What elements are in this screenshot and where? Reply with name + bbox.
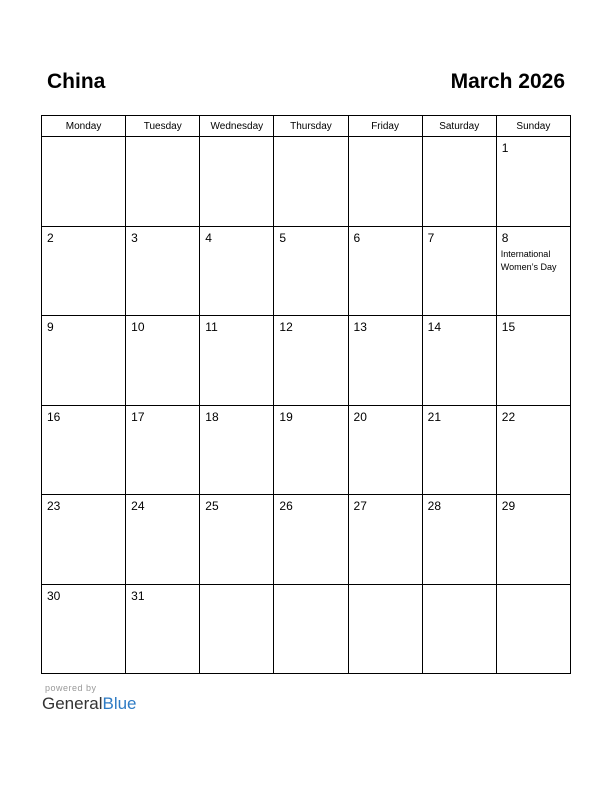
day-number: 2 — [47, 230, 54, 245]
day-cell — [496, 226, 570, 316]
empty-day-cell — [348, 584, 422, 674]
day-number: 19 — [279, 409, 293, 424]
day-cell — [274, 316, 348, 406]
day-number: 9 — [47, 320, 54, 334]
country-title: China — [47, 70, 106, 93]
day-number: 25 — [205, 499, 219, 513]
day-number: 1 — [501, 141, 509, 155]
day-cell — [274, 405, 348, 495]
day-number: 30 — [47, 588, 61, 603]
day-number: 3 — [131, 230, 138, 245]
calendar-week-row — [42, 226, 571, 316]
weekday-header: Saturday — [422, 116, 496, 137]
day-cell — [126, 495, 200, 585]
day-cell — [496, 137, 570, 227]
day-cell — [126, 584, 200, 674]
day-number: 20 — [353, 409, 367, 424]
day-cell — [496, 316, 570, 406]
day-cell — [42, 584, 126, 674]
day-number: 27 — [353, 499, 367, 513]
day-cell — [126, 405, 200, 495]
day-cell — [126, 316, 200, 406]
day-cell — [42, 226, 126, 316]
day-number: 7 — [427, 230, 435, 245]
calendar-week-row — [42, 137, 571, 227]
calendar-week-row — [42, 495, 571, 585]
day-number: 5 — [279, 230, 287, 245]
weekday-header: Sunday — [496, 116, 570, 137]
day-cell — [42, 405, 126, 495]
calendar-week-row — [42, 316, 571, 406]
day-cell — [126, 226, 200, 316]
weekday-header: Wednesday — [200, 116, 274, 137]
holiday-label: International Women’s Day — [500, 248, 557, 272]
day-cell — [200, 495, 274, 585]
empty-day-cell — [274, 584, 348, 674]
empty-day-cell — [274, 137, 348, 227]
day-number: 23 — [47, 499, 61, 513]
brand-logo[interactable] — [42, 694, 137, 714]
weekday-header: Tuesday — [126, 116, 200, 137]
day-number: 13 — [353, 320, 367, 334]
day-cell — [42, 495, 126, 585]
day-number: 16 — [47, 409, 61, 424]
weekday-header-row — [42, 116, 571, 137]
brand-blue: Blue — [102, 694, 137, 713]
calendar-body — [42, 137, 571, 674]
day-cell — [200, 405, 274, 495]
day-cell — [496, 405, 570, 495]
empty-day-cell — [496, 584, 570, 674]
calendar-week-row — [42, 405, 571, 495]
day-number: 29 — [501, 499, 516, 513]
empty-day-cell — [422, 137, 496, 227]
day-cell — [348, 316, 422, 406]
empty-day-cell — [126, 137, 200, 227]
day-number: 17 — [131, 409, 145, 424]
empty-day-cell — [348, 137, 422, 227]
day-cell — [422, 405, 496, 495]
calendar-week-row — [42, 584, 571, 674]
day-number: 6 — [353, 230, 361, 245]
brand-general: General — [42, 694, 103, 713]
empty-day-cell — [42, 137, 126, 227]
empty-day-cell — [422, 584, 496, 674]
day-number: 22 — [501, 409, 516, 424]
day-cell — [422, 495, 496, 585]
day-cell — [422, 226, 496, 316]
day-number: 4 — [205, 230, 212, 245]
weekday-header: Thursday — [274, 116, 348, 137]
calendar-grid — [41, 115, 571, 674]
day-cell — [422, 316, 496, 406]
powered-by-label: powered by — [45, 683, 97, 693]
day-number: 31 — [131, 588, 145, 603]
day-cell — [496, 495, 570, 585]
day-cell — [200, 226, 274, 316]
day-number: 24 — [131, 499, 145, 513]
day-number: 14 — [427, 320, 442, 334]
month-title: March 2026 — [450, 70, 565, 93]
day-cell — [274, 226, 348, 316]
day-cell — [348, 495, 422, 585]
day-number: 28 — [427, 499, 442, 513]
day-number: 26 — [279, 499, 293, 513]
empty-day-cell — [200, 137, 274, 227]
day-number: 8 — [501, 230, 509, 245]
day-cell — [348, 226, 422, 316]
day-number: 21 — [427, 409, 442, 424]
day-cell — [42, 316, 126, 406]
weekday-header: Friday — [348, 116, 422, 137]
weekday-header: Monday — [42, 116, 126, 137]
day-number: 12 — [279, 320, 293, 334]
day-number: 18 — [205, 409, 219, 424]
empty-day-cell — [200, 584, 274, 674]
day-cell — [200, 316, 274, 406]
day-number: 11 — [205, 320, 218, 334]
day-cell — [348, 405, 422, 495]
day-number: 15 — [501, 320, 516, 334]
day-number: 10 — [131, 320, 145, 334]
day-cell — [274, 495, 348, 585]
